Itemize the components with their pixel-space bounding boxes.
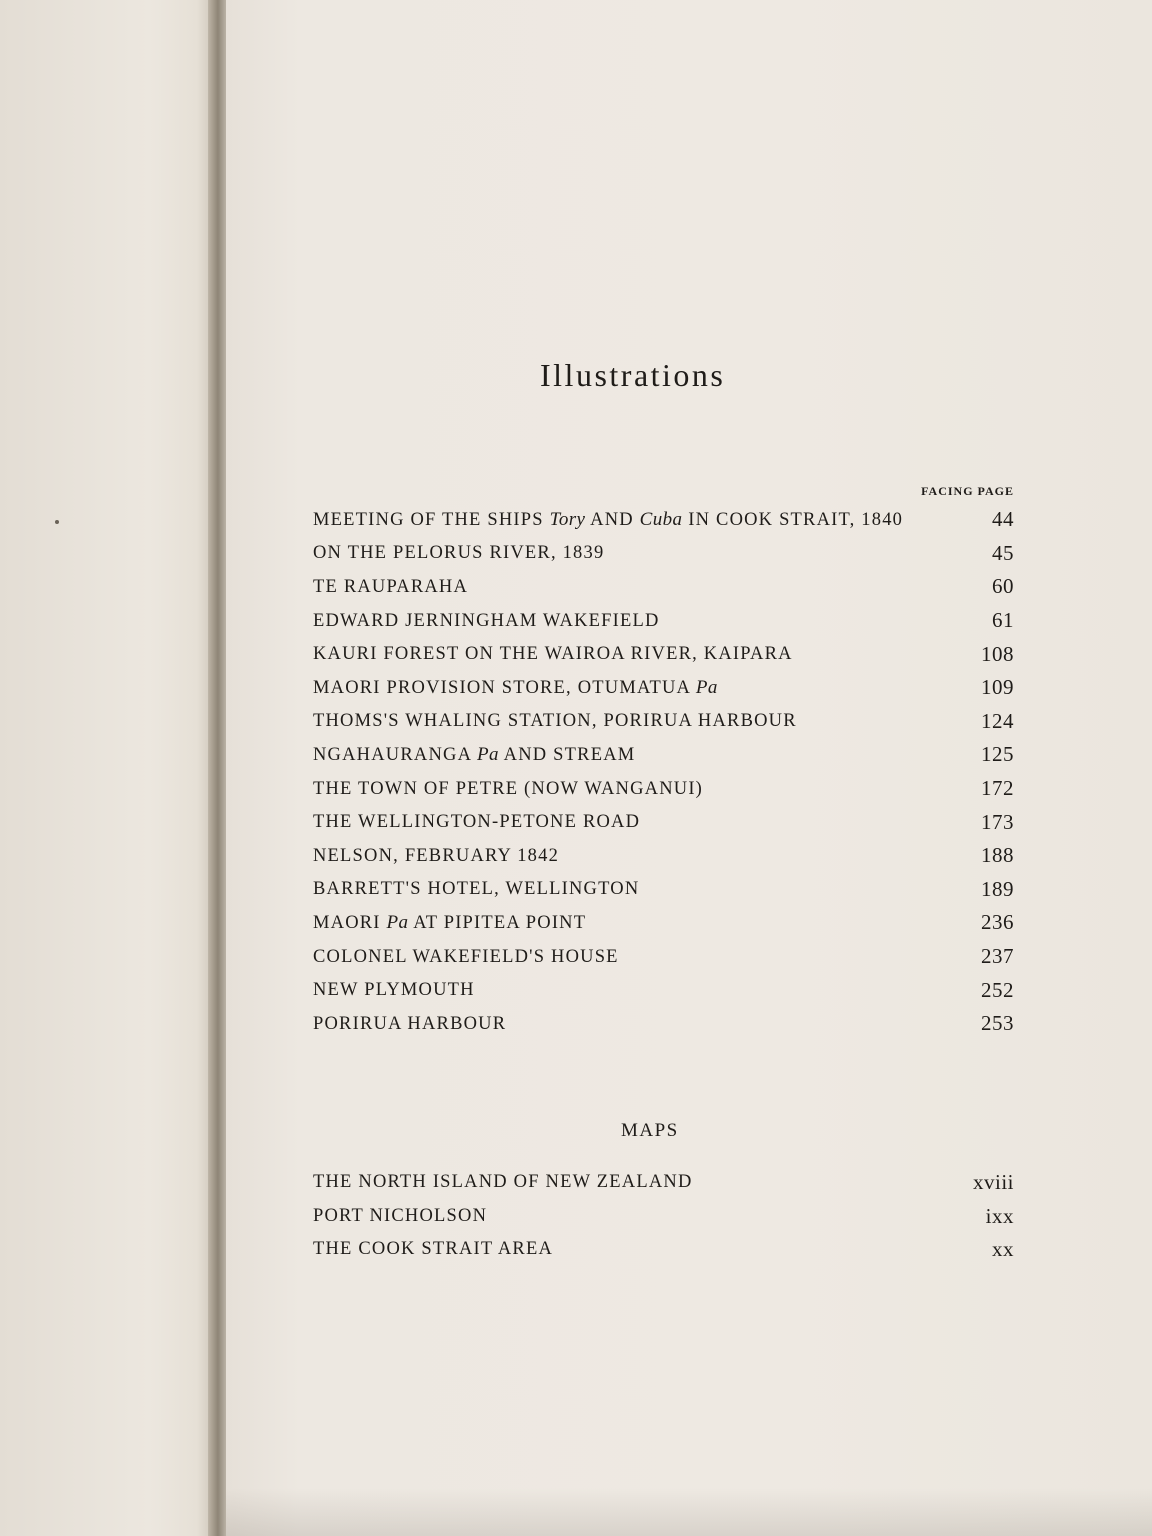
illustration-entry — [313, 738, 1014, 772]
left-facing-page — [0, 0, 214, 1536]
map-title: THE COOK STRAIT AREA — [313, 1239, 554, 1260]
illustration-entry — [313, 973, 1014, 1007]
page-number: xx — [992, 1237, 1014, 1262]
title-text: THE WELLINGTON-PETONE ROAD — [313, 812, 641, 833]
illustration-entry — [313, 873, 1014, 907]
page-number: 237 — [981, 944, 1014, 969]
title-text: NELSON, FEBRUARY 1842 — [313, 845, 560, 866]
illustration-title — [313, 878, 639, 900]
illustration-title — [313, 946, 619, 968]
illustration-title — [313, 677, 718, 699]
maps-heading: MAPS — [621, 1120, 679, 1141]
illustration-entry — [313, 772, 1014, 806]
title-text: THE TOWN OF PETRE (NOW WANGANUI) — [313, 778, 704, 799]
title-text: NEW PLYMOUTH — [313, 980, 475, 1001]
illustration-title — [313, 979, 475, 1001]
page-smudge — [55, 520, 59, 524]
page-number: xviii — [972, 1170, 1014, 1195]
title-text: AT PIPITEA POINT — [408, 912, 587, 933]
title-text: TE RAUPARAHA — [313, 576, 469, 597]
page-number: 188 — [981, 843, 1014, 868]
illustration-title — [313, 643, 793, 665]
illustration-entry — [313, 705, 1014, 739]
italic-term: Cuba — [639, 508, 683, 530]
illustration-title — [313, 1013, 506, 1035]
illustration-entry — [313, 940, 1014, 974]
illustration-entry — [313, 1007, 1014, 1041]
page-number: 173 — [981, 809, 1014, 834]
map-entry — [313, 1166, 1014, 1200]
illustration-title — [313, 610, 660, 632]
map-title: THE NORTH ISLAND OF NEW ZEALAND — [313, 1172, 693, 1193]
page-number: 253 — [981, 1011, 1014, 1036]
page-number: 189 — [981, 876, 1014, 901]
page-number: 45 — [992, 540, 1014, 565]
title-text: THOMS'S WHALING STATION, PORIRUA HARBOUR — [313, 711, 797, 732]
illustration-title — [313, 778, 703, 800]
illustration-title — [313, 912, 586, 934]
illustration-title — [313, 744, 635, 766]
title-text: EDWARD JERNINGHAM WAKEFIELD — [313, 610, 660, 631]
map-entry — [313, 1233, 1014, 1267]
italic-term: Tory — [549, 508, 586, 530]
illustration-entry — [313, 839, 1014, 873]
page-shadow — [226, 1488, 1152, 1536]
page-number: 61 — [992, 608, 1014, 633]
italic-term: Pa — [695, 676, 718, 698]
title-text: PORIRUA HARBOUR — [313, 1013, 507, 1034]
illustration-entry — [313, 537, 1014, 571]
illustration-title — [313, 576, 468, 598]
page-number: 252 — [981, 977, 1014, 1002]
page-number: 108 — [981, 641, 1014, 666]
facing-page-header: FACING PAGE — [921, 484, 1014, 498]
illustration-entry — [313, 637, 1014, 671]
title-text: AND STREAM — [498, 744, 636, 765]
title-text: AND — [585, 509, 640, 530]
illustration-title — [313, 845, 559, 867]
page-number: ixx — [985, 1203, 1014, 1228]
title-text: ON THE PELORUS RIVER, 1839 — [313, 543, 605, 564]
illustration-title — [313, 509, 903, 531]
page-number: 124 — [981, 708, 1014, 733]
page-number: 125 — [981, 742, 1014, 767]
page-number: 44 — [992, 507, 1014, 532]
title-text: MEETING OF THE SHIPS — [313, 509, 550, 530]
illustration-title — [313, 811, 640, 833]
title-text: MAORI PROVISION STORE, OTUMATUA — [313, 677, 696, 698]
title-text: IN COOK STRAIT, 1840 — [682, 509, 904, 530]
illustration-entry — [313, 805, 1014, 839]
page-number: 109 — [981, 675, 1014, 700]
title-text: KAURI FOREST ON THE WAIROA RIVER, KAIPARA — [313, 644, 793, 665]
page-title: Illustrations — [540, 357, 726, 394]
title-text: MAORI — [313, 912, 387, 933]
italic-term: Pa — [386, 911, 409, 933]
title-text: BARRETT'S HOTEL, WELLINGTON — [313, 879, 640, 900]
illustration-entry — [313, 906, 1014, 940]
title-text: COLONEL WAKEFIELD'S HOUSE — [313, 946, 619, 967]
illustration-entry — [313, 604, 1014, 638]
illustration-entry — [313, 570, 1014, 604]
page-number: 236 — [981, 910, 1014, 935]
illustration-title — [313, 710, 797, 732]
page-number: 172 — [981, 776, 1014, 801]
illustration-entry — [313, 503, 1014, 537]
title-text: NGAHAURANGA — [313, 744, 477, 765]
italic-term: Pa — [476, 743, 499, 765]
illustration-entry — [313, 671, 1014, 705]
illustration-title — [313, 542, 604, 564]
map-entry — [313, 1200, 1014, 1234]
illustrations-list — [313, 503, 1014, 1041]
maps-list — [313, 1166, 1014, 1267]
page-number: 60 — [992, 574, 1014, 599]
map-title: PORT NICHOLSON — [313, 1205, 488, 1226]
